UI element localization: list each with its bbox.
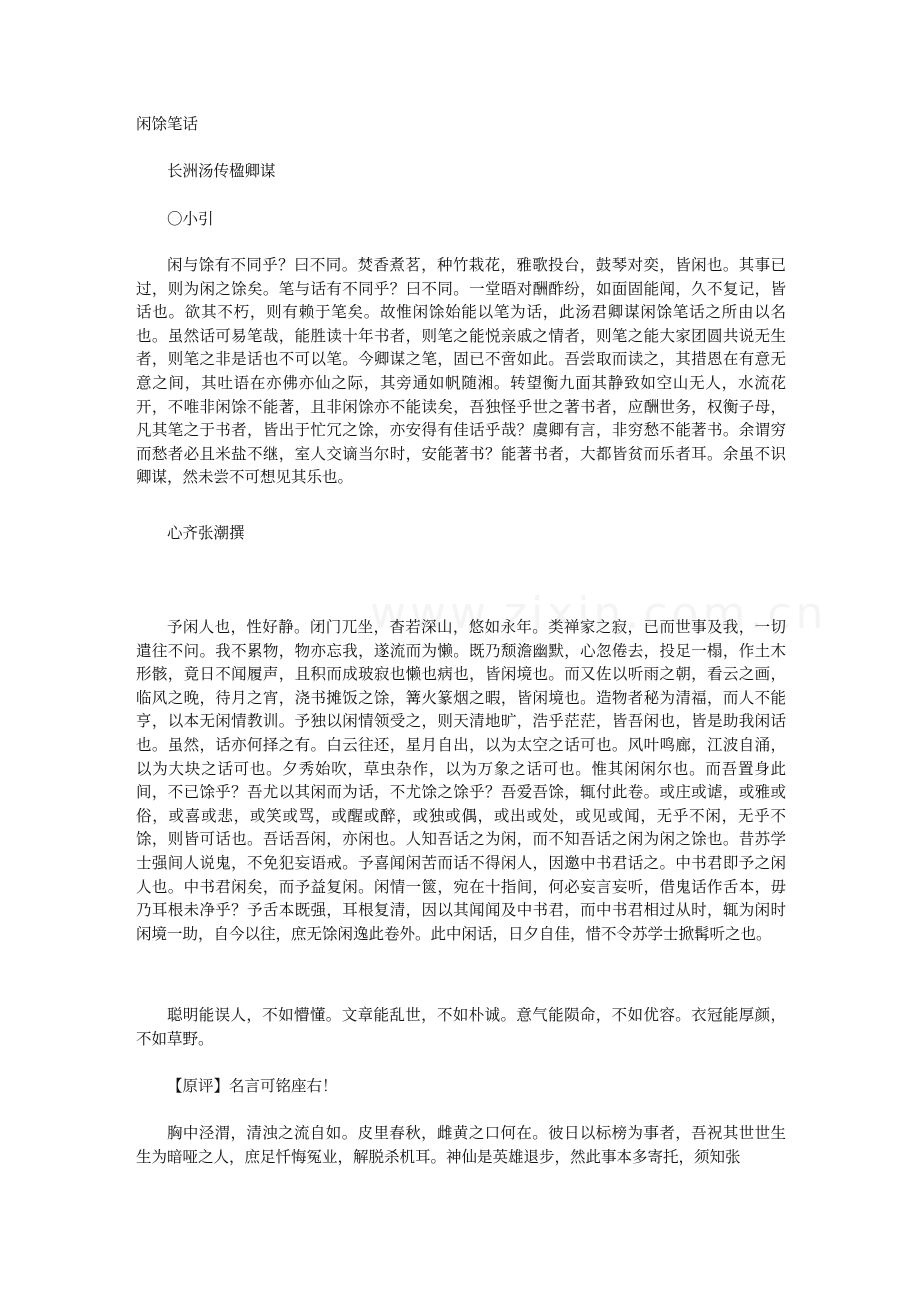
document-title: 闲馀笔话 — [136, 115, 199, 133]
signature: 心齐张潮撰 — [167, 524, 245, 542]
author-line: 长洲汤传楹卿谋 — [167, 162, 276, 180]
preface-paragraph: 闲与馀有不同乎？曰不同。焚香煮茗，种竹栽花，雅歌投台，鼓琴对奕，皆闲也。其事已过，则为闲之馀矣。笔与话有不同乎？曰不同。一堂晤对酬酢纷，如面固能闻，久不复记，皆话也。欲其不朽，则有赖于笔矣。故惟闲馀始能以笔为话，此汤君卿谋闲馀笔话之所由以名也。虽然话可易笔哉，能胜读十年书者，则笔之能悦亲戚之情者，则笔之能大家团圆共说无生者，则笔之非是话也不可以笔。今卿谋之笔，固已不啻如此。吾尝取而读之，其措恩在有意无意之间，其吐语在亦佛亦仙之际，其旁通如帆随湘。转望衡九面其静致如空山无人，水流花开，不唯非闲馀不能著，且非闲馀亦不能读矣，吾独怪乎世之著书者，应酬世务，权衡子母，凡其笔之于书者，皆出于忙冗之馀，亦安得有佳话乎哉？虞卿有言，非穷愁不能著书。余谓穷而愁者必且米盐不继，室人交谪当尔时，安能著书？能著书者，大都皆贫而乐者耳。余虽不识卿谋，然未尝不可想见其乐也。 — [136, 256, 786, 487]
closing-paragraph: 胸中泾渭，清浊之流自如。皮里春秋，雌黄之口何在。彼日以标榜为事者，吾祝其世世生生为暗哑之人，庶足忏悔冤业，解脱杀机耳。神仙是英雄退步，然此事本多寄托，须知张 — [136, 1124, 786, 1166]
section-heading: 〇小引 — [167, 210, 214, 228]
original-comment: 【原评】名言可铭座右！ — [167, 1077, 338, 1095]
aphorism-paragraph: 聪明能误人，不如懵懂。文章能乱世，不如朴诚。意气能陨命，不如优容。衣冠能厚颜，不如草野。 — [136, 1006, 786, 1048]
body-paragraph: 予闲人也，性好静。闭门兀坐，杳若深山，悠如永年。类禅家之寂，已而世事及我，一切遣往不问。我不累物，物亦忘我，遂流而为懒。既乃颓澹幽默，心忽倦去，投足一榻，作土木形骸，竟日不闻履声，且积而成玻寂也懒也病也，皆闲境也。而又佐以听雨之朝，看云之画，临风之晚，待月之宵，浇书摊饭之馀，篝火篆烟之暇，皆闲境也。造物者秘为清福，而人不能亨，以本无闲情教训。予独以闲情领受之，则天清地旷，浩乎茫茫，皆吾闲也，皆是助我闲话也。虽然，话亦何择之有。白云往还，星月自出，以为太空之话可也。风叶鸣廊，江波自涌，以为大块之话可也。夕秀始吹，草虫杂作，以为万象之话可也。惟其闲闲尔也。而吾置身此间，不已馀乎？吾尤以其闲而为话，不尤馀之馀乎？吾爱吾馀，辄付此卷。或庄或谑，或雅或俗，或喜或悲，或笑或骂，或醒或醉，或独或偶，或出或处，或见或闻，无乎不闲，无乎不馀，则皆可话也。吾话吾闲，亦闲也。人知吾话之为闲，而不知吾话之闲为闲之馀也。昔苏学士强间人说鬼，不免犯妄语戒。予喜闻闲苦而话不得闲人，因邀中书君话之。中书君即予之闲人也。中书君闲矣，而予益复闲。闲情一篋，宛在十指间，何必妄言妄听，借鬼话作舌本，毋乃耳根未净乎？予舌本既强，耳根复清，因以其闻闻及中书君，而中书君相过从时，辄为闲时闲境一助，自今以往，庶无馀闲逸此卷外。此中闲话，日夕自佳，惜不令苏学士掀髯听之也。 — [136, 618, 786, 943]
